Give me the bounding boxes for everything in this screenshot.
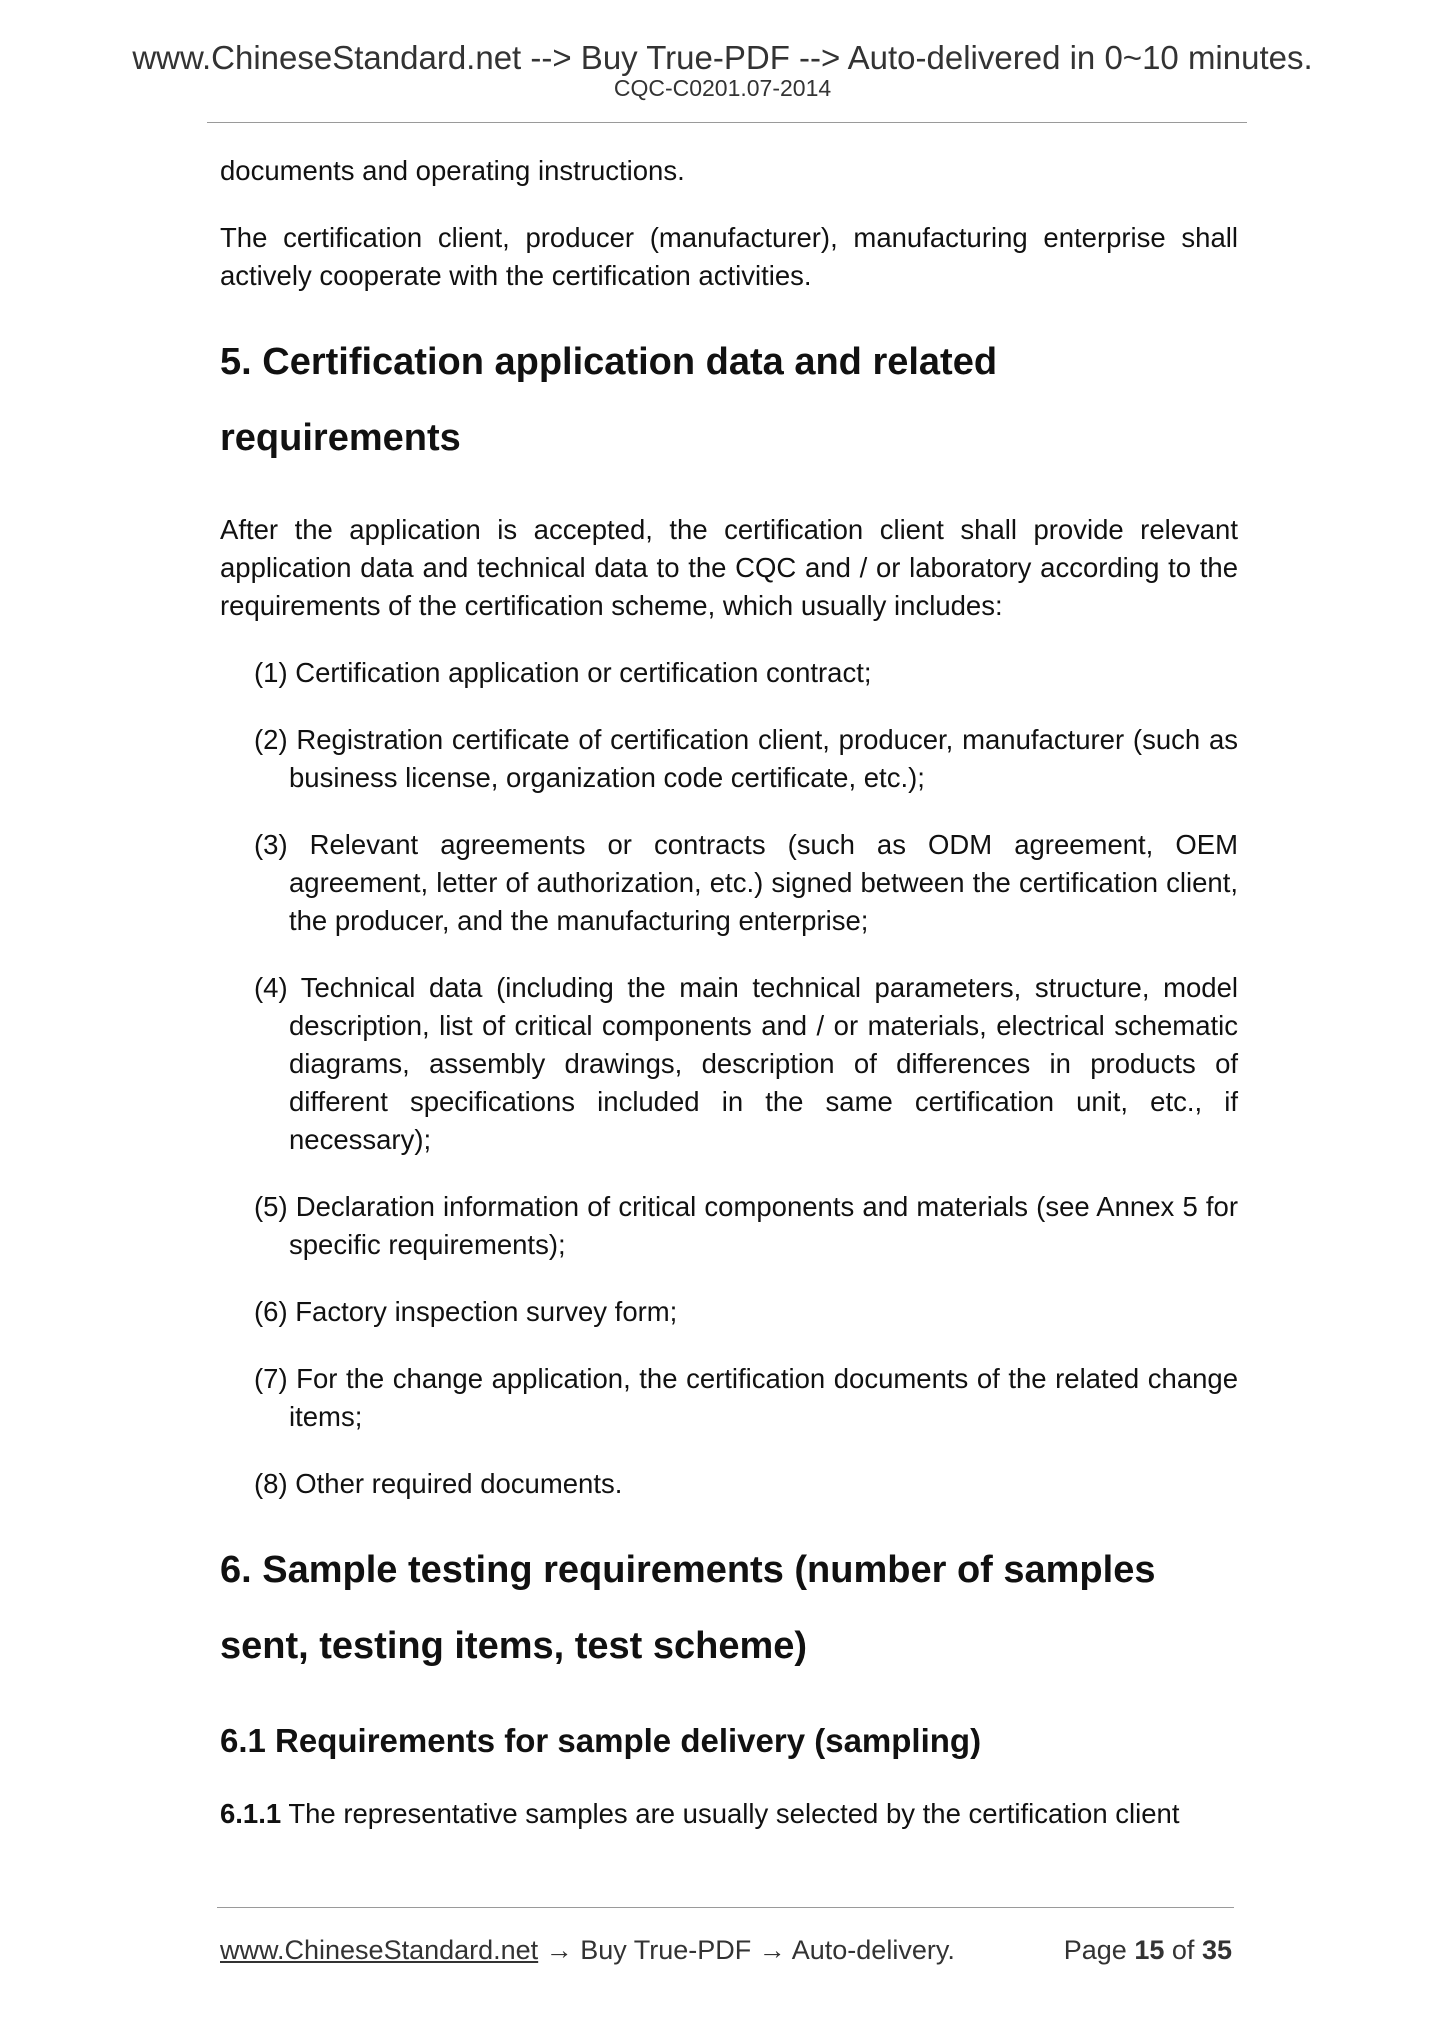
page-total: 35	[1201, 1935, 1232, 1965]
section-5-intro: After the application is accepted, the certification client shall provide relevant application data and technical data to the CQC and / or laboratory according to the requirements of the certification scheme, which usually includes:	[220, 514, 1238, 621]
buy-text: Buy True-PDF	[572, 1935, 759, 1965]
auto-delivery-text: Auto-delivery.	[785, 1935, 955, 1965]
section-6-1-heading: 6.1 Requirements for sample delivery (sampling)	[220, 1722, 982, 1759]
continued-paragraph: documents and operating instructions.	[220, 155, 685, 186]
section-6-heading: 6. Sample testing requirements (number of samples sent, testing items, test scheme)	[220, 1549, 1156, 1667]
clause-text: The representative samples are usually selected by the certification client	[281, 1798, 1180, 1829]
footer-divider	[217, 1907, 1234, 1908]
page-content	[220, 152, 1238, 1862]
download-banner: www.ChineseStandard.net --> Buy True-PDF --> Auto-delivered in 0~10 minutes.	[132, 39, 1313, 76]
cooperation-paragraph: The certification client, producer (manufacturer), manufacturing enterprise shall actively cooperate with the certification activities.	[220, 222, 1238, 291]
page-current: 15	[1134, 1935, 1165, 1965]
page-footer	[220, 1930, 1232, 1970]
section-5-heading: 5. Certification application data and related requirements	[220, 341, 998, 459]
arrow-right-icon: →	[758, 1935, 786, 1965]
page-of: of	[1171, 1935, 1195, 1965]
application-data-list	[220, 654, 1238, 1503]
footer-promo	[220, 1930, 955, 1970]
list-item: (8) Other required documents.	[254, 1468, 623, 1499]
document-id: CQC-C0201.07-2014	[613, 75, 832, 101]
list-item: (5) Declaration information of critical components and materials (see Annex 5 for specific requirements);	[254, 1191, 1238, 1260]
header-divider	[207, 122, 1247, 123]
page-label: Page	[1063, 1935, 1127, 1965]
clause-number: 6.1.1	[220, 1798, 282, 1829]
website-link[interactable]: www.ChineseStandard.net	[220, 1935, 539, 1965]
list-item: (3) Relevant agreements or contracts (such as ODM agreement, OEM agreement, letter of authorization, etc.) signed between the certification client, the producer, and the manufacturing enterprise;	[254, 829, 1238, 936]
arrow-right-icon: →	[545, 1935, 573, 1965]
list-item: (7) For the change application, the certification documents of the related change items;	[254, 1363, 1238, 1432]
list-item: (4) Technical data (including the main technical parameters, structure, model description, list of critical components and / or materials, electrical schematic diagrams, assembly drawings, description of differences in products of different specifications included in the same certification unit, etc., if necessary);	[254, 972, 1238, 1155]
list-item: (6) Factory inspection survey form;	[254, 1296, 678, 1327]
list-item: (1) Certification application or certification contract;	[254, 657, 872, 688]
clause-6-1-1	[220, 1795, 1238, 1833]
list-item: (2) Registration certificate of certification client, producer, manufacturer (such as business license, organization code certificate, etc.);	[254, 724, 1238, 793]
page-number	[1064, 1930, 1232, 1970]
